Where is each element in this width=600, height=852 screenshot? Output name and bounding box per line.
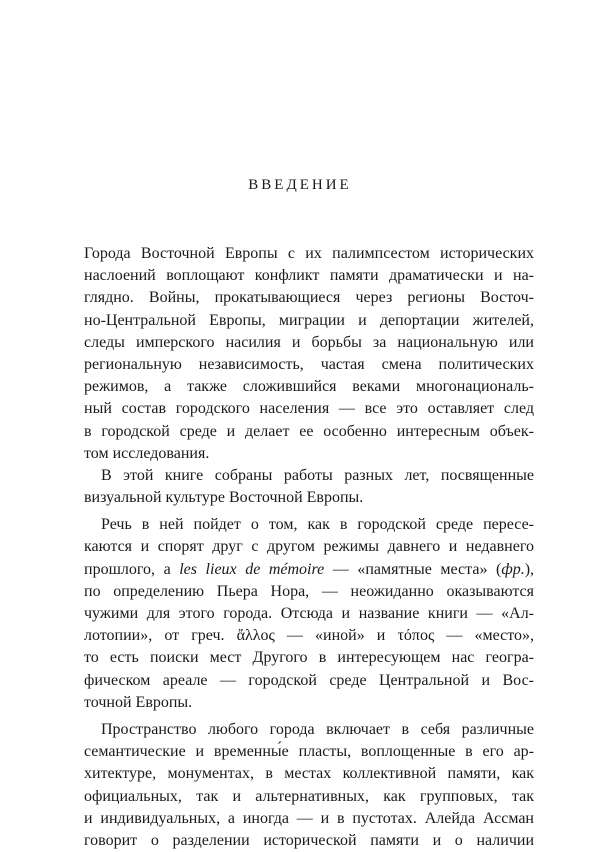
text-line: фическом ареале — городской среде Центральной и Вос- bbox=[84, 671, 534, 689]
greek-words: ἄλλος — «иной» и τόπος — «место», bbox=[236, 627, 534, 645]
text-line: региональную независимость, частая смена политических bbox=[84, 355, 534, 373]
text-line: точной Европы. bbox=[84, 693, 193, 711]
text-line: хитектуре, монументах, в местах коллективной памяти, как bbox=[84, 765, 534, 783]
text-line: Речь в ней пойдет о том, как в городской среде пересе- bbox=[101, 516, 534, 534]
text-line bbox=[84, 559, 534, 581]
chapter-title: ВВЕДЕНИЕ bbox=[248, 177, 352, 193]
text-line bbox=[84, 625, 534, 647]
text-line: то есть поиски мест Другого в интересующем нас геогра- bbox=[84, 649, 534, 667]
text-line: говорит о разделении исторической памяти и о наличии bbox=[84, 831, 534, 849]
text-line: каются и спорят друг с другом режимы давнего и недавнего bbox=[84, 538, 534, 556]
text-line: но-Центральной Европы, миграции и депортации жителей, bbox=[84, 311, 534, 329]
text-line: В этой книге собраны работы разных лет, посвященные bbox=[101, 466, 534, 484]
text-line: следы имперского насилия и борьбы за национальную или bbox=[84, 333, 534, 351]
text-line: ный состав городского населения — все это оставляет след bbox=[84, 400, 534, 418]
text-line: наслоений воплощают конфликт памяти драматически и на- bbox=[84, 267, 534, 285]
text-fragment: ), bbox=[524, 560, 535, 578]
text-line: визуальной культуре Восточной Европы. bbox=[84, 489, 364, 507]
text-line: семантические и временны́е пласты, воплощенные в его ар- bbox=[84, 743, 534, 761]
text-line: Города Восточной Европы с их палимпсестом исторических bbox=[84, 245, 534, 262]
text-line: том исследования. bbox=[84, 444, 210, 462]
text-line: режимов, а также сложившийся веками многонациональ- bbox=[84, 378, 534, 396]
italic-term: les lieux de mémoire bbox=[179, 560, 325, 578]
text-fragment: — «памятные места» ( bbox=[324, 560, 502, 578]
text-line: в городской среде и делает ее особенно интересным объек- bbox=[84, 422, 534, 440]
text-line: официальных, так и альтернативных, как групповых, так bbox=[84, 787, 534, 805]
body-text bbox=[84, 243, 534, 852]
text-line: Пространство любого города включает в себя различные bbox=[101, 720, 534, 738]
text-line: чужими для этого города. Отсюда и название книги — «Ал- bbox=[84, 605, 534, 622]
text-line: по определению Пьера Нора, — неожиданно оказываются bbox=[84, 582, 534, 600]
text-fragment: лотопии», от греч. bbox=[84, 627, 237, 645]
text-fragment: прошлого, а bbox=[84, 560, 180, 578]
text-line: и индивидуальных, а иногда — и в пустотах. Алейда Ассман bbox=[84, 809, 534, 827]
italic-abbrev: фр. bbox=[501, 560, 525, 578]
text-line: глядно. Войны, прокатывающиеся через регионы Восточ- bbox=[84, 289, 534, 307]
